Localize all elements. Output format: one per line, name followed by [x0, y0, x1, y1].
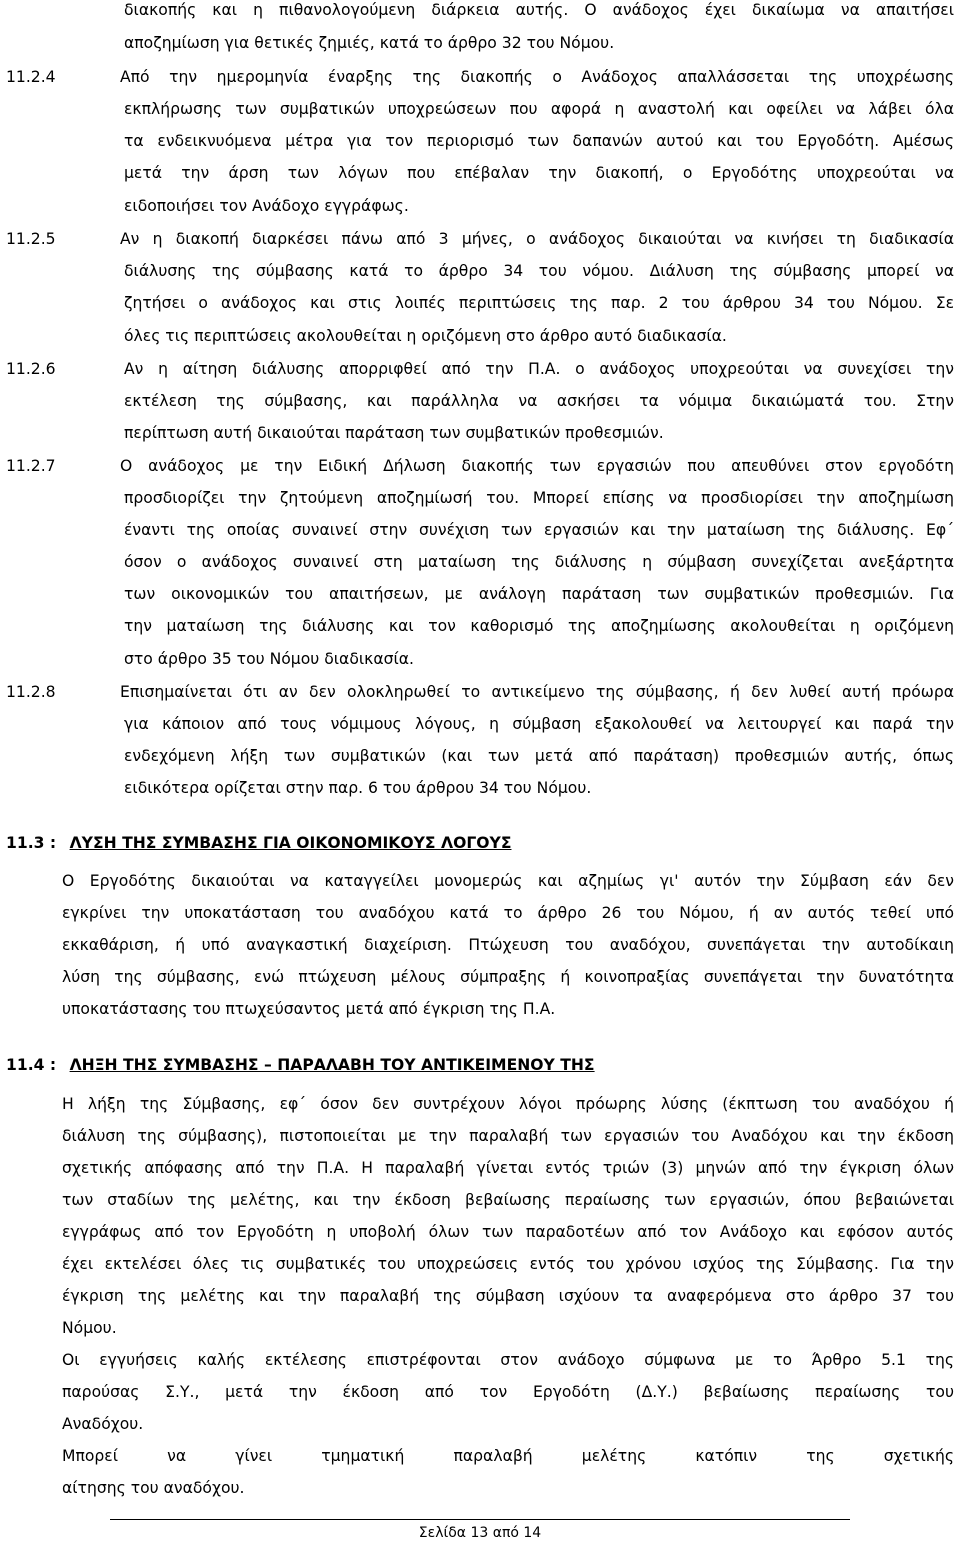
text-line: εγγράφως από τον Εργοδότη η υποβολή όλων των παραδοτέων από τον Ανάδοχο και εφόσον αυτός	[62, 1223, 954, 1241]
text-line: εκπλήρωσης των συμβατικών υποχρεώσεων που αφορά η αναστολή και οφείλει να λάβει όλα	[124, 100, 954, 118]
text-line: Ο Εργοδότης δικαιούται να καταγγείλει μονομερώς και αζημίως γι' αυτόν την Σύμβαση εάν δεν	[62, 872, 954, 890]
text-line: εκκαθάριση, ή υπό αναγκαστική διαχείριση. Πτώχευση του αναδόχου, συνεπάγεται την αυτοδίκαιη	[62, 936, 954, 954]
clause-number: 11.2.6	[6, 360, 56, 378]
text-line: έχει εκτελέσει όλες τις συμβατικές του υποχρεώσεις εντός του χρόνου ισχύος της Σύμβασης. Για την	[62, 1255, 954, 1273]
text-line: Ο ανάδοχος με την Ειδική Δήλωση διακοπής των εργασιών που απευθύνει στον εργοδότη	[120, 457, 954, 475]
section-number: 11.3 :	[6, 834, 57, 852]
text-line: Επισημαίνεται ότι αν δεν ολοκληρωθεί το αντικείμενο της σύμβασης, ή δεν λυθεί αυτή πρόωρα	[120, 683, 954, 701]
clause-number: 11.2.8	[6, 683, 56, 701]
clause-number: 11.2.7	[6, 457, 56, 475]
section-heading	[6, 1055, 595, 1075]
text-line: όλες τις περιπτώσεις ακολουθείται η οριζόμενη στο άρθρο αυτό διαδικασία.	[124, 327, 727, 345]
text-line: σχετικής απόφασης από την Π.Α. Η παραλαβή γίνεται εντός τριών (3) μηνών από την έγκριση όλων	[62, 1159, 954, 1177]
text-line: τα ενδεικνυόμενα μέτρα για τον περιορισμό των δαπανών αυτού και του Εργοδότη. Αμέσως	[124, 132, 954, 150]
text-line: ειδικότερα ορίζεται στην παρ. 6 του άρθρου 34 του Νόμου.	[124, 779, 592, 797]
clause-number: 11.2.5	[6, 230, 56, 248]
text-line: λύση της σύμβασης, ενώ πτώχευση μέλους σύμπραξης ή κοινοπραξίας συνεπάγεται την δυνατότητα	[62, 968, 954, 986]
text-line: Αν η διακοπή διαρκέσει πάνω από 3 μήνες, ο ανάδοχος δικαιούται να κινήσει τη διαδικασία	[120, 230, 954, 248]
page-footer: Σελίδα 13 από 14	[418, 1525, 542, 1541]
text-line: Από την ημερομηνία έναρξης της διακοπής ο Ανάδοχος απαλλάσσεται της υποχρέωσης	[120, 68, 954, 86]
text-line: Νόμου.	[62, 1319, 117, 1337]
text-line: όσον ο ανάδοχος συναινεί στη ματαίωση της διάλυσης η σύμβαση συνεχίζεται ανεξάρτητα	[124, 553, 954, 571]
text-line: Οι εγγυήσεις καλής εκτέλεσης επιστρέφονται στον ανάδοχο σύμφωνα με το Άρθρο 5.1 της	[62, 1351, 954, 1369]
text-line: εγκρίνει την υποκατάσταση του αναδόχου κατά το άρθρο 26 του Νόμου, ή αν αυτός τεθεί υπό	[62, 904, 954, 922]
text-line: διάλυσης της σύμβασης κατά το άρθρο 34 του νόμου. Διάλυση της σύμβασης μπορεί να	[124, 262, 954, 280]
text-line: ζητήσει ο ανάδοχος και στις λοιπές περιπτώσεις της παρ. 2 του άρθρου 34 του Νόμου. Σε	[124, 294, 954, 312]
text-line: έγκριση της μελέτης και την παραλαβή της σύμβαση ισχύουν τα αναφερόμενα στο άρθρο 37 του	[62, 1287, 954, 1305]
text-line: των οικονομικών του απαιτήσεων, με ανάλογη παράταση των συμβατικών προθεσμιών. Για	[124, 585, 954, 603]
text-line: Αναδόχου.	[62, 1415, 144, 1433]
text-line: Αν η αίτηση διάλυσης απορριφθεί από την Π.Α. ο ανάδοχος υποχρεούται να συνεχίσει την	[124, 360, 954, 378]
text-line: των σταδίων της μελέτης, και την έκδοση βεβαίωσης περαίωσης των εργασιών, όπου βεβαιώνεται	[62, 1191, 954, 1209]
text-line: έναντι της οποίας συναινεί στην συνέχιση των εργασιών και την ματαίωση της διάλυσης. Εφ΄	[124, 521, 954, 539]
text-line: ενδεχόμενη λήξη των συμβατικών (και των μετά από παράταση) προθεσμιών αυτής, όπως	[124, 747, 954, 765]
text-line: αποζημίωση για θετικές ζημιές, κατά το άρθρο 32 του Νόμου.	[124, 34, 615, 52]
text-line: αίτησης του αναδόχου.	[62, 1479, 245, 1497]
section-heading	[6, 833, 511, 853]
text-line: για κάποιον από τους νόμιμους λόγους, η σύμβαση εξακολουθεί να λειτουργεί και παρά την	[124, 715, 954, 733]
text-line: διακοπής και η πιθανολογούμενη διάρκεια αυτής. Ο ανάδοχος έχει δικαίωμα να απαιτήσει	[124, 1, 954, 19]
section-title: ΛΥΣΗ ΤΗΣ ΣΥΜΒΑΣΗΣ ΓΙΑ ΟΙΚΟΝΟΜΙΚΟΥΣ ΛΟΓΟΥΣ	[69, 834, 512, 852]
text-line: στο άρθρο 35 του Νόμου διαδικασία.	[124, 650, 415, 668]
text-line: προσδιορίζει την ζητούμενη αποζημίωσή του. Μπορεί επίσης να προσδιορίσει την αποζημίωση	[124, 489, 954, 507]
text-line: εκτέλεση της σύμβασης, και παράλληλα να ασκήσει τα νόμιμα δικαιώματά του. Στην	[124, 392, 954, 410]
clause-number: 11.2.4	[6, 68, 56, 86]
section-title: ΛΗΞΗ ΤΗΣ ΣΥΜΒΑΣΗΣ – ΠΑΡΑΛΑΒΗ ΤΟΥ ΑΝΤΙΚΕΙΜΕΝΟΥ ΤΗΣ	[69, 1056, 595, 1074]
text-line: την ματαίωση της διάλυσης και τον καθορισμό της αποζημίωσης ακολουθείται η οριζόμενη	[124, 617, 954, 635]
section-number: 11.4 :	[6, 1056, 57, 1074]
text-line: μετά την άρση των λόγων που επέβαλαν την διακοπή, ο Εργοδότης υποχρεούται να	[124, 164, 954, 182]
text-line: ειδοποιήσει τον Ανάδοχο εγγράφως.	[124, 197, 409, 215]
footer-rule	[110, 1519, 850, 1520]
text-line: διάλυση της σύμβασης), πιστοποιείται με την παραλαβή των εργασιών του Αναδόχου και την έκδοση	[62, 1127, 954, 1145]
text-line: περίπτωση αυτή δικαιούται παράταση των συμβατικών προθεσμιών.	[124, 424, 664, 442]
text-line: υποκατάστασης του πτωχεύσαντος μετά από έγκριση της Π.Α.	[62, 1000, 556, 1018]
text-line: Μπορεί να γίνει τμηματική παραλαβή μελέτης κατόπιν της σχετικής	[62, 1447, 954, 1465]
text-line: παρούσας Σ.Υ., μετά την έκδοση από τον Εργοδότη (Δ.Υ.) βεβαίωσης περαίωσης του	[62, 1383, 954, 1401]
text-line: Η λήξη της Σύμβασης, εφ΄ όσον δεν συντρέχουν λόγοι πρόωρης λύσης (έκπτωση του αναδόχου ή	[62, 1095, 954, 1113]
